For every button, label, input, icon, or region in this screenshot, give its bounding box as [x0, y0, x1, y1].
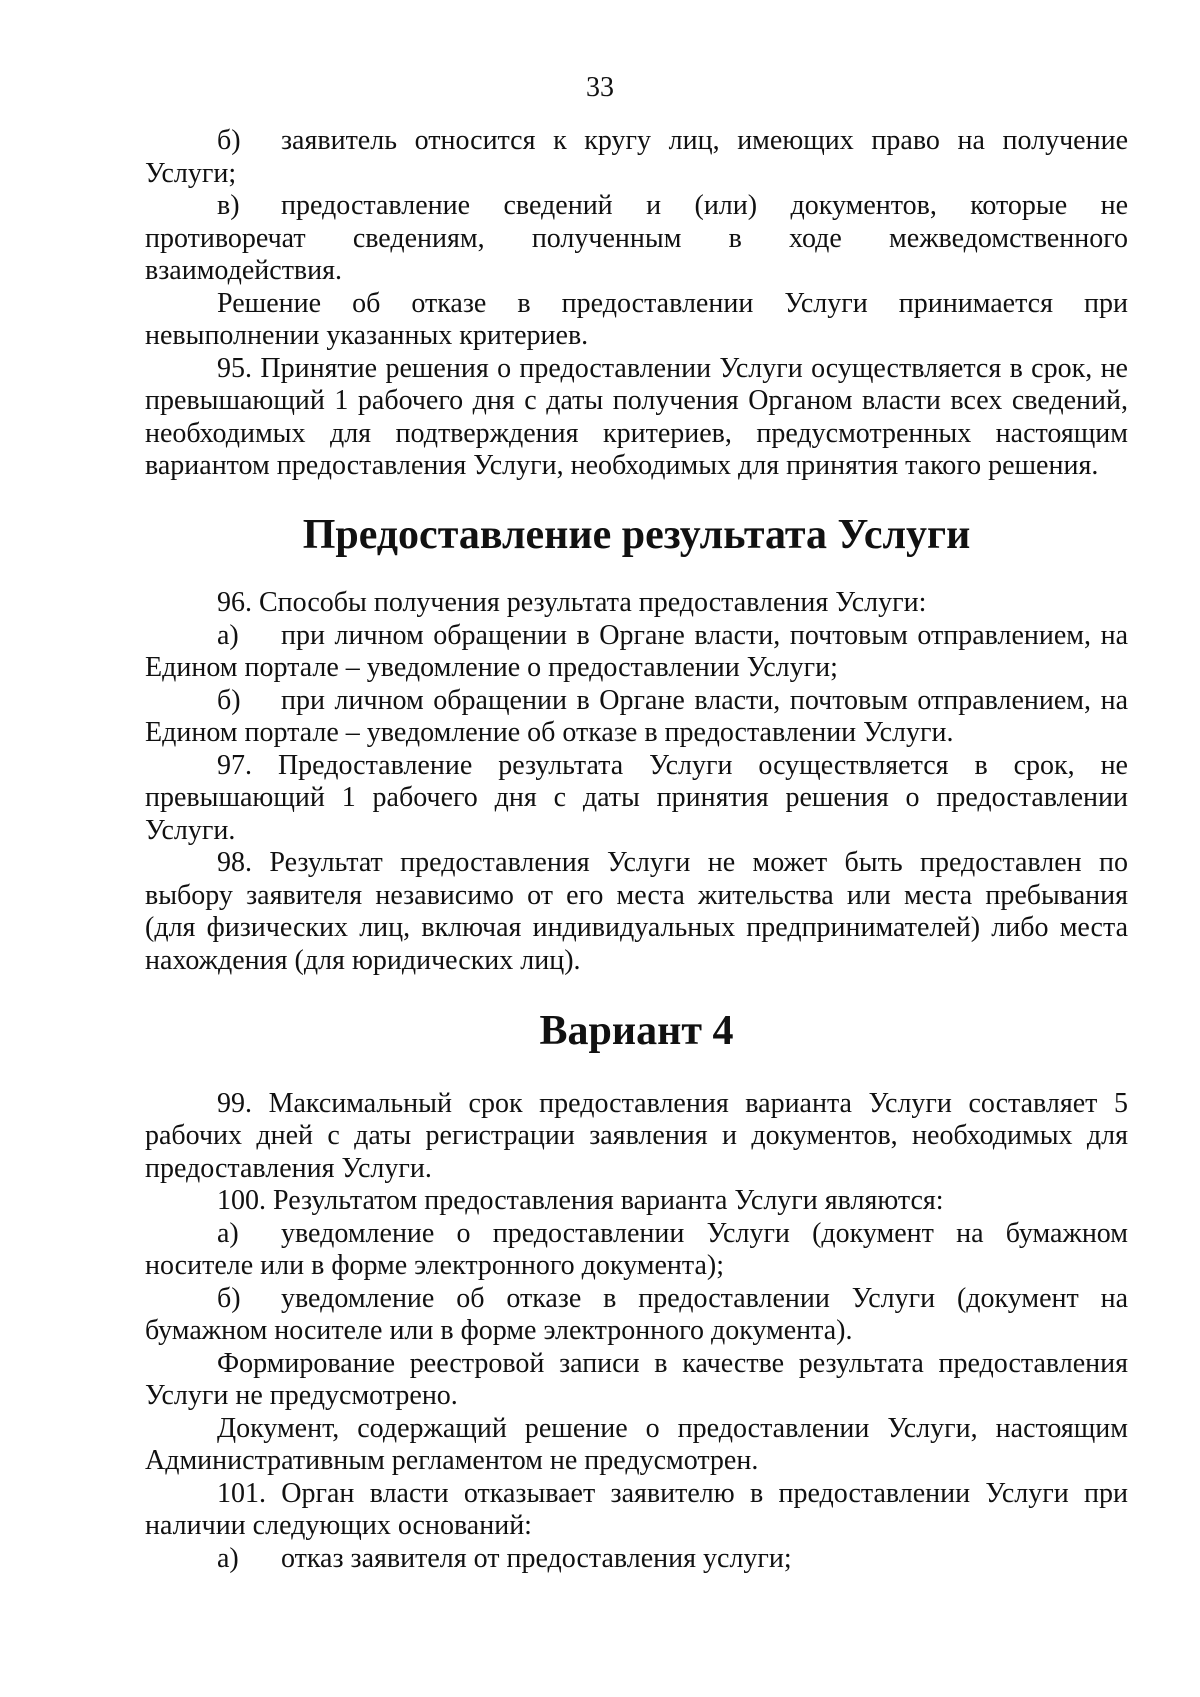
list-item-text: уведомление о предоставлении Услуги (документ на бумажном носителе или в форме электронного документа);	[145, 1217, 1128, 1281]
list-marker: б)	[217, 1282, 241, 1314]
paragraph-101: 101. Орган власти отказывает заявителю в предоставлении Услуги при наличии следующих оснований:	[145, 1477, 1128, 1541]
list-item-a	[145, 1543, 1128, 1576]
list-item-b	[145, 125, 1128, 190]
document-body	[145, 125, 1128, 1575]
paragraph-decision-document: Документ, содержащий решение о предоставлении Услуги, настоящим Административным регламентом не предусмотрен.	[145, 1412, 1128, 1476]
list-marker: в)	[217, 190, 240, 221]
paragraph-96: 96. Способы получения результата предоставления Услуги:	[217, 587, 927, 618]
list-marker: а)	[217, 1217, 239, 1249]
paragraph-95: 95. Принятие решения о предоставлении Услуги осуществляется в срок, не превышающий 1 рабочего дня с даты получения Органом власти всех сведений, необходимых для подтверждения критериев, предусмотренных настоящим вариантом предоставления Услуги, необходимых для принятия такого решения.	[145, 352, 1128, 481]
list-marker: б)	[217, 125, 241, 156]
paragraph-refusal-decision: Решение об отказе в предоставлении Услуги принимается при невыполнении указанных критериев.	[145, 287, 1128, 351]
section-heading-result: Предоставление результата Услуги	[302, 511, 971, 558]
page-number: 33	[586, 72, 614, 103]
list-item-b	[145, 685, 1128, 750]
list-item-text: предоставление сведений и (или) документов, которые не противоречат сведениям, полученным в ходе межведомственного взаимодействия.	[145, 190, 1128, 286]
list-item-a	[145, 620, 1128, 685]
list-item-text: заявитель относится к кругу лиц, имеющих право на получение Услуги;	[145, 125, 1128, 189]
list-item-text: при личном обращении в Органе власти, почтовым отправлением, на Едином портале – уведомление об отказе в предоставлении Услуги.	[145, 684, 1128, 748]
list-item-text: уведомление об отказе в предоставлении Услуги (документ на бумажном носителе или в форме электронного документа).	[145, 1282, 1128, 1346]
list-item-text: отказ заявителя от предоставления услуги;	[281, 1542, 792, 1574]
list-item-b	[145, 1283, 1128, 1348]
section-heading-variant-4: Вариант 4	[539, 1008, 734, 1054]
paragraph-98: 98. Результат предоставления Услуги не может быть предоставлен по выбору заявителя независимо от его места жительства или места пребывания (для физических лиц, включая индивидуальных предпринимателей) либо места нахождения (для юридических лиц).	[145, 847, 1128, 976]
paragraph-registry-record: Формирование реестровой записи в качестве результата предоставления Услуги не предусмотрено.	[145, 1347, 1128, 1411]
list-item-text: при личном обращении в Органе власти, почтовым отправлением, на Едином портале – уведомление о предоставлении Услуги;	[145, 619, 1128, 683]
paragraph-99: 99. Максимальный срок предоставления варианта Услуги составляет 5 рабочих дней с даты регистрации заявления и документов, необходимых для предоставления Услуги.	[145, 1087, 1128, 1184]
list-marker: а)	[217, 619, 239, 651]
list-item-v	[145, 190, 1128, 288]
list-item-a	[145, 1218, 1128, 1283]
list-marker: а)	[217, 1542, 239, 1574]
paragraph-100: 100. Результатом предоставления варианта Услуги являются:	[217, 1185, 944, 1216]
paragraph-97: 97. Предоставление результата Услуги осуществляется в срок, не превышающий 1 рабочего дня с даты принятия решения о предоставлении Услуги.	[145, 749, 1128, 846]
list-marker: б)	[217, 684, 241, 716]
